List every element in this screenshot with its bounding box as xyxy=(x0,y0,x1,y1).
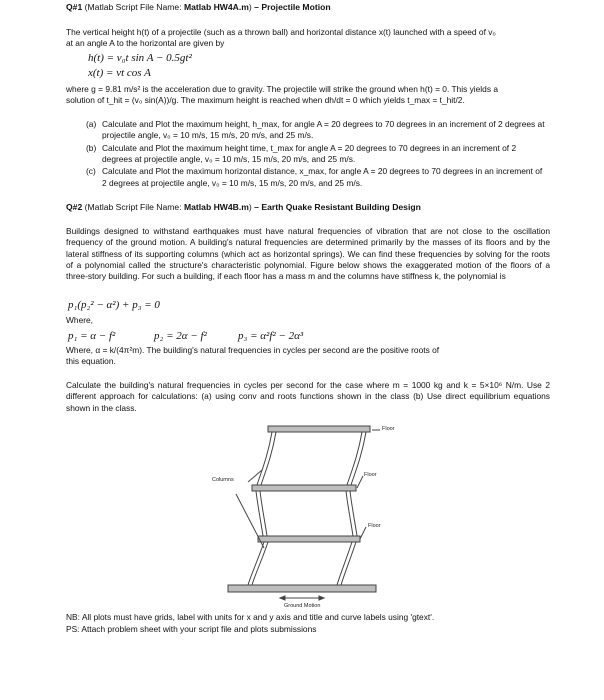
q1-where-line-2: solution of t_hit = (v₀ sin(A))/g. The maximum height is reached when dh/dt = 0 which yields t_max = t_hit/2. xyxy=(66,95,465,106)
q1-equation-distance: x(t) = vt cos A xyxy=(88,67,151,79)
q2-polynomial: p₁(p₂² − α²) + p₃ = 0 xyxy=(68,299,160,311)
floor-slab-top xyxy=(268,426,370,432)
ground-slab xyxy=(228,585,376,592)
q1-task-item xyxy=(86,166,546,189)
q1-title-prefix: Q#1 xyxy=(66,2,83,12)
q1-title xyxy=(66,2,550,14)
q2-title-normal: (Matlab Script File Name: xyxy=(82,202,184,212)
q2-p2-definition: p₂ = 2α − f² xyxy=(154,330,207,342)
q1-where-line-1: where g = 9.81 m/s² is the acceleration due to gravity. The projectile will strike the ground when h(t) = 0. This yields a xyxy=(66,84,498,94)
column xyxy=(351,432,366,485)
column xyxy=(350,491,357,536)
q1-task-list xyxy=(86,119,546,189)
q1-where xyxy=(66,84,550,107)
q2-title xyxy=(66,202,550,214)
floor-label-1: Floor xyxy=(382,426,395,432)
q1-task-label: (c) xyxy=(86,166,96,177)
q1-title-file: Matlab HW4A.m xyxy=(183,2,249,12)
column xyxy=(346,491,353,536)
column xyxy=(341,542,356,585)
ground-motion-label: Ground Motion xyxy=(284,603,321,609)
q1-title-close: ) xyxy=(248,2,252,12)
floor-label-2: Floor xyxy=(364,472,377,478)
q2-title-file: Matlab HW4B.m xyxy=(183,202,249,212)
q1-task-text: Calculate and Plot the maximum height, h_max, for angle A = 20 degrees to 70 degrees in an increment of 2 degrees at projectile angle, v₀ = 10 m/s, 15 m/s, 20 m/s, and 25 m/s. xyxy=(102,119,545,141)
q2-where-label: Where, xyxy=(66,315,93,325)
q1-task-item xyxy=(86,143,546,166)
columns-leader xyxy=(248,470,262,482)
q2-p3-definition: p₃ = α²f² − 2α³ xyxy=(238,330,304,342)
floor-slab-lower xyxy=(258,536,360,542)
floor-leader xyxy=(357,476,363,488)
q1-task-label: (b) xyxy=(86,142,97,153)
note-ps: PS: Attach problem sheet with your script file and plots submissions xyxy=(66,624,317,634)
q1-intro xyxy=(66,27,550,50)
columns-leader xyxy=(236,494,264,548)
q2-alpha xyxy=(66,345,550,368)
q1-task-text: Calculate and Plot the maximum horizontal distance, x_max, for angle A = 20 degrees to 70 degrees in an increment of 2 degrees at projectile angle, v₀ = 10 m/s, 15 m/s, 20 m/s, and 25 m/s. xyxy=(102,166,543,188)
q2-title-suffix: – Earth Quake Resistant Building Design xyxy=(251,202,421,212)
floor-slab-middle xyxy=(252,485,356,491)
q2-paragraph: Buildings designed to withstand earthquakes must have natural frequencies of vibration that are not close to the oscillation frequency of the ground motion. A building's natural frequencies are determined primarily by the masses of its floors and by the lateral stiffness of its supporting columns (which act as horizontal springs). We can find these frequencies by solving for the roots of a polynomial called the structure's characteristic polynomial. Figure below shows the exaggerated motion of the floors of a three-story building. For such a building, if each floor has a mass m and the columns have stiffness k, the polynomial is xyxy=(66,226,550,282)
column xyxy=(248,542,264,585)
column xyxy=(252,542,268,585)
q2-title-prefix: Q#2 xyxy=(66,202,83,212)
column xyxy=(260,491,267,536)
q1-title-suffix: – Projectile Motion xyxy=(251,2,331,12)
q2-alpha-line-2: this equation. xyxy=(66,356,116,367)
q1-equation-height: h(t) = v₀t sin A − 0.5gt² xyxy=(88,52,192,64)
q2-calc-paragraph: Calculate the building's natural frequencies in cycles per second for the case where m = 1000 kg and k = 5×10⁶ N/m. Use 2 different approach for calculations: (a) using conv and roots functions shown in the class (b) Use direct equilibrium equations shown in the class. xyxy=(66,380,550,413)
q2-alpha-line-1: Where, α = k/(4π²m). The building's natural frequencies in cycles per second are the positive roots of xyxy=(66,345,440,355)
q1-task-text: Calculate and Plot the maximum height time, t_max for angle A = 20 degrees to 70 degrees in an increment of 2 degrees at projectile angle, v₀ = 10 m/s, 15 m/s, 20 m/s, and 25 m/s. xyxy=(102,142,517,165)
floor-label-3: Floor xyxy=(368,523,381,529)
q1-title-normal: (Matlab Script File Name: xyxy=(82,2,184,12)
q2-p1-definition: p₁ = α − f² xyxy=(68,330,116,342)
floor-leader xyxy=(360,527,366,539)
column xyxy=(347,432,362,485)
column xyxy=(261,432,276,485)
arrow-head-left-icon xyxy=(280,596,285,600)
columns-label: Columns xyxy=(212,477,234,483)
note-nb: NB: All plots must have grids, label with units for x and y axis and title and curve labels using 'gtext'. xyxy=(66,612,435,622)
arrow-head-right-icon xyxy=(319,596,324,600)
q1-task-label: (a) xyxy=(86,119,97,129)
column xyxy=(257,432,272,485)
q1-task-item xyxy=(86,119,546,142)
q1-intro-line-1: The vertical height h(t) of a projectile (such as a thrown ball) and horizontal distance x(t) launched with a speed of v₀ xyxy=(66,27,496,37)
column xyxy=(337,542,352,585)
column xyxy=(256,491,263,536)
q1-intro-line-2: at an angle A to the horizontal are given by xyxy=(66,38,225,49)
q2-title-close: ) xyxy=(248,202,252,212)
